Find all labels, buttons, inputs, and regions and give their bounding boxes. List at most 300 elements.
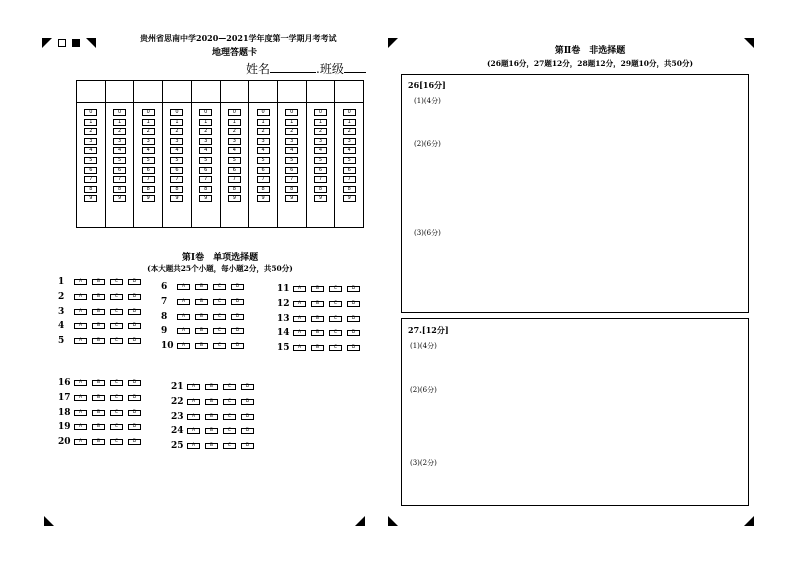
id-digit-bubble[interactable]: 2 (199, 128, 212, 135)
question-number: 1 (58, 277, 65, 287)
answer-option-bubble[interactable]: D (128, 323, 141, 329)
id-digit-bubble[interactable]: 8 (285, 186, 298, 193)
q27-part2: (2)(6分) (410, 386, 437, 394)
answer-option-bubble[interactable]: B (195, 328, 208, 334)
answer-option-bubble[interactable]: B (92, 395, 105, 401)
answer-option-bubble[interactable]: B (92, 424, 105, 430)
question-number: 13 (277, 313, 290, 324)
answer-option-bubble[interactable]: A (74, 395, 87, 401)
id-digit-bubble[interactable]: 9 (314, 195, 327, 202)
answer-option-bubble[interactable]: C (213, 299, 226, 305)
id-digit-bubble[interactable]: 6 (170, 167, 183, 174)
question-number: 6 (161, 282, 168, 292)
id-digit-bubble[interactable]: 3 (228, 138, 241, 145)
id-digit-bubble[interactable]: 7 (113, 176, 126, 183)
answer-option-bubble[interactable]: D (231, 299, 244, 305)
answer-option-bubble[interactable]: B (92, 338, 105, 344)
answer-option-bubble[interactable]: C (223, 443, 236, 449)
id-digit-bubble[interactable]: 2 (170, 128, 183, 135)
answer-option-bubble[interactable]: A (177, 314, 190, 320)
id-digit-bubble[interactable]: 5 (228, 157, 241, 164)
answer-option-bubble[interactable]: C (110, 309, 123, 315)
id-digit-bubble[interactable]: 0 (228, 109, 241, 116)
answer-option-bubble[interactable]: A (187, 414, 200, 420)
id-digit-bubble[interactable]: 9 (199, 195, 212, 202)
question-row (58, 408, 146, 418)
id-digit-bubble[interactable]: 5 (314, 157, 327, 164)
id-digit-bubble[interactable]: 2 (142, 128, 155, 135)
q26-part2: (2)(6分) (414, 140, 441, 148)
id-digit-bubble[interactable]: 5 (199, 157, 212, 164)
id-digit-bubble[interactable]: 7 (257, 176, 270, 183)
answer-option-bubble[interactable]: B (205, 428, 218, 434)
id-digit-bubble[interactable]: 5 (343, 157, 356, 164)
answer-option-bubble[interactable]: C (213, 314, 226, 320)
id-digit-bubble[interactable]: 1 (113, 119, 126, 126)
answer-option-bubble[interactable]: A (187, 384, 200, 390)
id-digit-bubble[interactable]: 8 (199, 186, 212, 193)
answer-option-bubble[interactable]: C (213, 284, 226, 290)
id-digit-bubble[interactable]: 5 (285, 157, 298, 164)
q26-answer-box[interactable] (401, 74, 749, 313)
id-digit-write-box[interactable] (192, 81, 220, 103)
id-digit-bubble[interactable]: 6 (314, 167, 327, 174)
section2-subtitle: (26题16分，27题12分，28题12分，29题10分，共50分) (486, 59, 694, 68)
answer-option-bubble[interactable]: A (293, 330, 306, 336)
id-digit-bubble[interactable]: 7 (199, 176, 212, 183)
section2-title: 第Ⅱ卷 非选择题 (554, 46, 626, 56)
id-digit-write-box[interactable] (221, 81, 249, 103)
id-digit-bubble[interactable]: 0 (170, 109, 183, 116)
answer-option-bubble[interactable]: A (293, 316, 306, 322)
answer-option-bubble[interactable]: D (128, 338, 141, 344)
question-row (277, 343, 365, 353)
q27-part1: (1)(4分) (410, 342, 437, 350)
id-digit-bubble[interactable]: 9 (84, 195, 97, 202)
name-class-line (246, 60, 366, 77)
question-number: 22 (171, 396, 184, 407)
question-number: 18 (58, 407, 71, 418)
id-digit-bubble[interactable]: 3 (142, 138, 155, 145)
answer-option-bubble[interactable]: C (223, 414, 236, 420)
q26-part1: (1)(4分) (414, 97, 441, 105)
id-digit-bubble[interactable]: 1 (228, 119, 241, 126)
answer-option-bubble[interactable]: A (177, 343, 190, 349)
id-digit-bubble[interactable]: 8 (142, 186, 155, 193)
id-digit-bubble[interactable]: 7 (228, 176, 241, 183)
answer-option-bubble[interactable]: A (187, 443, 200, 449)
question-number: 12 (277, 298, 290, 309)
id-digit-bubble[interactable]: 4 (228, 147, 241, 154)
answer-option-bubble[interactable]: D (128, 424, 141, 430)
id-digit-bubble[interactable]: 5 (113, 157, 126, 164)
question-row (58, 393, 146, 403)
question-row (277, 314, 365, 324)
answer-option-bubble[interactable]: A (177, 328, 190, 334)
id-digit-bubble[interactable]: 4 (257, 147, 270, 154)
question-row (277, 284, 365, 294)
filled-square-mark (72, 39, 80, 47)
id-digit-bubble[interactable]: 1 (170, 119, 183, 126)
answer-option-bubble[interactable]: A (74, 424, 87, 430)
q27-part3: (3)(2分) (410, 459, 437, 467)
id-digit-bubble[interactable]: 8 (343, 186, 356, 193)
id-digit-bubble[interactable]: 7 (84, 176, 97, 183)
id-bubble-list (113, 103, 126, 202)
open-square-mark (58, 39, 66, 47)
id-digit-bubble[interactable]: 4 (199, 147, 212, 154)
question-number: 10 (161, 341, 174, 352)
question-number: 25 (171, 441, 184, 452)
question-row (171, 426, 259, 436)
answer-option-bubble[interactable]: B (92, 323, 105, 329)
id-digit-bubble[interactable]: 6 (84, 167, 97, 174)
id-digit-bubble[interactable]: 1 (314, 119, 327, 126)
answer-option-bubble[interactable]: A (74, 279, 87, 285)
answer-option-bubble[interactable]: C (329, 345, 342, 351)
id-digit-bubble[interactable]: 7 (285, 176, 298, 183)
id-digit-bubble[interactable]: 8 (314, 186, 327, 193)
answer-option-bubble[interactable]: C (329, 316, 342, 322)
question-row (58, 307, 146, 317)
id-digit-bubble[interactable]: 4 (170, 147, 183, 154)
id-digit-bubble[interactable]: 6 (228, 167, 241, 174)
answer-option-bubble[interactable]: A (74, 439, 87, 445)
answer-option-bubble[interactable]: B (311, 345, 324, 351)
id-column (163, 81, 192, 227)
answer-option-bubble[interactable]: D (241, 428, 254, 434)
question-row (58, 422, 146, 432)
id-digit-bubble[interactable]: 5 (142, 157, 155, 164)
question-row (171, 441, 259, 451)
section1-title: 第Ⅰ卷 单项选择题 (181, 253, 259, 263)
question-number: 19 (58, 422, 71, 433)
id-digit-bubble[interactable]: 5 (170, 157, 183, 164)
id-digit-bubble[interactable]: 6 (199, 167, 212, 174)
answer-option-bubble[interactable]: D (128, 279, 141, 285)
answer-option-bubble[interactable]: A (187, 399, 200, 405)
answer-option-bubble[interactable]: B (311, 286, 324, 292)
question-row (161, 297, 249, 307)
id-digit-bubble[interactable]: 1 (285, 119, 298, 126)
id-digit-bubble[interactable]: 1 (257, 119, 270, 126)
id-digit-bubble[interactable]: 1 (199, 119, 212, 126)
id-digit-bubble[interactable]: 3 (314, 138, 327, 145)
id-digit-bubble[interactable]: 7 (343, 176, 356, 183)
id-digit-bubble[interactable]: 7 (170, 176, 183, 183)
id-digit-write-box[interactable] (77, 81, 105, 103)
answer-option-bubble[interactable]: A (293, 286, 306, 292)
answer-option-bubble[interactable]: A (293, 345, 306, 351)
question-number: 24 (171, 426, 184, 437)
answer-option-bubble[interactable]: C (329, 301, 342, 307)
id-digit-bubble[interactable]: 3 (257, 138, 270, 145)
question-row (277, 299, 365, 309)
answer-option-bubble[interactable]: A (74, 323, 87, 329)
id-digit-bubble[interactable]: 9 (170, 195, 183, 202)
id-digit-bubble[interactable]: 0 (314, 109, 327, 116)
answer-option-bubble[interactable]: A (74, 410, 87, 416)
question-row (58, 292, 146, 302)
answer-option-bubble[interactable]: C (213, 343, 226, 349)
answer-option-bubble[interactable]: B (195, 299, 208, 305)
answer-option-bubble[interactable]: C (223, 399, 236, 405)
answer-option-bubble[interactable]: D (128, 309, 141, 315)
id-bubble-list (285, 103, 298, 202)
id-digit-bubble[interactable]: 8 (113, 186, 126, 193)
answer-option-bubble[interactable]: B (205, 414, 218, 420)
answer-option-bubble[interactable]: D (128, 294, 141, 300)
id-column (249, 81, 278, 227)
answer-option-bubble[interactable]: C (110, 410, 123, 416)
answer-option-bubble[interactable]: C (213, 328, 226, 334)
answer-option-bubble[interactable]: B (195, 314, 208, 320)
answer-option-bubble[interactable]: B (92, 410, 105, 416)
id-digit-bubble[interactable]: 3 (285, 138, 298, 145)
id-column (278, 81, 307, 227)
corner-mark-top-right (744, 38, 754, 48)
id-digit-bubble[interactable]: 2 (285, 128, 298, 135)
id-digit-bubble[interactable]: 2 (257, 128, 270, 135)
id-digit-write-box[interactable] (134, 81, 162, 103)
answer-option-bubble[interactable]: A (187, 428, 200, 434)
id-bubble-list (228, 103, 241, 202)
answer-option-bubble[interactable]: D (241, 414, 254, 420)
answer-option-bubble[interactable]: D (241, 443, 254, 449)
answer-option-bubble[interactable]: A (74, 380, 87, 386)
answer-option-bubble[interactable]: D (128, 439, 141, 445)
id-digit-bubble[interactable]: 9 (142, 195, 155, 202)
id-digit-bubble[interactable]: 9 (257, 195, 270, 202)
id-bubble-list (314, 103, 327, 202)
id-digit-bubble[interactable]: 4 (142, 147, 155, 154)
question-number: 5 (58, 336, 65, 347)
question-number: 23 (171, 411, 184, 422)
question-row (58, 277, 146, 287)
q26-title: 26[16分] (408, 80, 446, 90)
answer-option-bubble[interactable]: D (128, 410, 141, 416)
answer-option-bubble[interactable]: D (231, 343, 244, 349)
id-column (335, 81, 363, 227)
answer-option-bubble[interactable]: A (74, 309, 87, 315)
answer-option-bubble[interactable]: A (177, 299, 190, 305)
answer-option-bubble[interactable]: D (347, 345, 360, 351)
question-row (171, 412, 259, 422)
answer-option-bubble[interactable]: D (231, 328, 244, 334)
name-field[interactable] (270, 61, 316, 73)
question-number: 8 (161, 311, 168, 322)
id-digit-bubble[interactable]: 1 (84, 119, 97, 126)
id-digit-bubble[interactable]: 4 (285, 147, 298, 154)
question-number: 15 (277, 343, 290, 354)
id-digit-bubble[interactable]: 4 (113, 147, 126, 154)
id-digit-bubble[interactable]: 6 (257, 167, 270, 174)
answer-option-bubble[interactable]: D (347, 286, 360, 292)
question-row (58, 321, 146, 331)
id-digit-bubble[interactable]: 4 (84, 147, 97, 154)
id-digit-bubble[interactable]: 0 (142, 109, 155, 116)
id-column (192, 81, 221, 227)
id-digit-bubble[interactable]: 6 (113, 167, 126, 174)
answer-option-bubble[interactable]: A (74, 338, 87, 344)
answer-option-bubble[interactable]: C (223, 428, 236, 434)
answer-option-bubble[interactable]: C (110, 380, 123, 386)
corner-mark-bottom-right (744, 516, 754, 526)
id-digit-bubble[interactable]: 2 (84, 128, 97, 135)
answer-option-bubble[interactable]: D (241, 399, 254, 405)
corner-mark-top-left (42, 38, 52, 48)
answer-option-bubble[interactable]: C (110, 323, 123, 329)
answer-option-bubble[interactable]: C (110, 439, 123, 445)
id-digit-bubble[interactable]: 3 (84, 138, 97, 145)
question-number: 20 (58, 437, 71, 448)
id-digit-bubble[interactable]: 7 (142, 176, 155, 183)
id-digit-bubble[interactable]: 3 (170, 138, 183, 145)
corner-mark-bottom-middle-left (355, 516, 365, 526)
answer-option-bubble[interactable]: C (329, 330, 342, 336)
answer-option-bubble[interactable]: D (347, 316, 360, 322)
question-number: 2 (58, 291, 65, 302)
answer-option-bubble[interactable]: B (92, 309, 105, 315)
answer-option-bubble[interactable]: D (347, 330, 360, 336)
id-digit-bubble[interactable]: 5 (84, 157, 97, 164)
id-digit-bubble[interactable]: 3 (199, 138, 212, 145)
id-digit-bubble[interactable]: 4 (343, 147, 356, 154)
q26-part3: (3)(6分) (414, 229, 441, 237)
answer-option-bubble[interactable]: D (231, 284, 244, 290)
question-number: 17 (58, 392, 71, 403)
corner-mark-bottom-middle-right (388, 516, 398, 526)
id-digit-bubble[interactable]: 6 (343, 167, 356, 174)
id-digit-bubble[interactable]: 2 (314, 128, 327, 135)
question-row (161, 341, 249, 351)
id-digit-write-box[interactable] (249, 81, 277, 103)
answer-option-bubble[interactable]: B (92, 439, 105, 445)
class-field[interactable] (344, 61, 366, 73)
id-digit-bubble[interactable]: 0 (199, 109, 212, 116)
id-digit-write-box[interactable] (163, 81, 191, 103)
answer-option-bubble[interactable]: C (223, 384, 236, 390)
id-digit-bubble[interactable]: 2 (343, 128, 356, 135)
name-label: 姓名 (246, 62, 271, 76)
id-digit-bubble[interactable]: 2 (228, 128, 241, 135)
answer-option-bubble[interactable]: B (311, 316, 324, 322)
answer-option-bubble[interactable]: B (205, 399, 218, 405)
corner-mark-top-middle (388, 38, 398, 48)
id-bubble-list (257, 103, 270, 202)
id-digit-bubble[interactable]: 9 (113, 195, 126, 202)
id-digit-bubble[interactable]: 8 (257, 186, 270, 193)
question-number: 9 (161, 326, 168, 337)
card-title: 地理答题卡 (212, 48, 258, 58)
answer-option-bubble[interactable]: C (110, 294, 123, 300)
answer-option-bubble[interactable]: C (329, 286, 342, 292)
answer-option-bubble[interactable]: B (92, 380, 105, 386)
id-digit-bubble[interactable]: 8 (228, 186, 241, 193)
question-number: 16 (58, 378, 71, 388)
question-row (161, 312, 249, 322)
student-id-grid (76, 80, 364, 228)
answer-option-bubble[interactable]: D (128, 380, 141, 386)
answer-option-bubble[interactable]: D (347, 301, 360, 307)
id-digit-bubble[interactable]: 0 (285, 109, 298, 116)
answer-option-bubble[interactable]: B (205, 443, 218, 449)
id-column (221, 81, 250, 227)
answer-option-bubble[interactable]: C (110, 279, 123, 285)
answer-option-bubble[interactable]: B (205, 384, 218, 390)
id-digit-bubble[interactable]: 3 (343, 138, 356, 145)
id-digit-bubble[interactable]: 1 (142, 119, 155, 126)
id-digit-write-box[interactable] (335, 81, 363, 103)
id-column (106, 81, 135, 227)
answer-option-bubble[interactable]: B (92, 294, 105, 300)
id-bubble-list (343, 103, 356, 202)
id-column (134, 81, 163, 227)
id-digit-bubble[interactable]: 5 (257, 157, 270, 164)
q27-answer-box[interactable] (401, 318, 749, 506)
answer-option-bubble[interactable]: B (195, 343, 208, 349)
answer-option-bubble[interactable]: D (241, 384, 254, 390)
id-digit-write-box[interactable] (106, 81, 134, 103)
question-number: 21 (171, 382, 184, 392)
answer-option-bubble[interactable]: D (231, 314, 244, 320)
answer-option-bubble[interactable]: B (311, 301, 324, 307)
answer-option-bubble[interactable]: C (110, 338, 123, 344)
answer-option-bubble[interactable]: B (311, 330, 324, 336)
question-number: 14 (277, 328, 290, 339)
school-exam-title: 贵州省思南中学2020—2021学年度第一学期月考考试 (140, 33, 337, 43)
answer-option-bubble[interactable]: B (92, 279, 105, 285)
question-row (161, 282, 249, 292)
id-digit-bubble[interactable]: 7 (314, 176, 327, 183)
answer-option-bubble[interactable]: C (110, 424, 123, 430)
section1-subtitle: (本大题共25个小题，每小题2分，共50分) (147, 264, 293, 273)
answer-option-bubble[interactable]: A (293, 301, 306, 307)
id-digit-bubble[interactable]: 0 (113, 109, 126, 116)
id-digit-bubble[interactable]: 0 (84, 109, 97, 116)
id-digit-bubble[interactable]: 9 (228, 195, 241, 202)
id-digit-write-box[interactable] (278, 81, 306, 103)
id-digit-bubble[interactable]: 9 (343, 195, 356, 202)
answer-option-bubble[interactable]: C (110, 395, 123, 401)
id-digit-bubble[interactable]: 6 (142, 167, 155, 174)
answer-option-bubble[interactable]: D (128, 395, 141, 401)
question-number: 7 (161, 296, 168, 307)
id-digit-bubble[interactable]: 3 (113, 138, 126, 145)
id-digit-bubble[interactable]: 1 (343, 119, 356, 126)
id-column (307, 81, 336, 227)
q27-title: 27.[12分] (408, 325, 449, 335)
answer-option-bubble[interactable]: B (195, 284, 208, 290)
answer-option-bubble[interactable]: A (74, 294, 87, 300)
id-digit-bubble[interactable]: 8 (84, 186, 97, 193)
id-digit-bubble[interactable]: 0 (257, 109, 270, 116)
corner-mark-bottom-left (44, 516, 54, 526)
answer-option-bubble[interactable]: A (177, 284, 190, 290)
id-digit-bubble[interactable]: 8 (170, 186, 183, 193)
question-row (58, 437, 146, 447)
id-digit-bubble[interactable]: 2 (113, 128, 126, 135)
question-row (58, 336, 146, 346)
id-digit-bubble[interactable]: 6 (285, 167, 298, 174)
id-digit-bubble[interactable]: 0 (343, 109, 356, 116)
id-bubble-list (84, 103, 97, 202)
id-digit-write-box[interactable] (307, 81, 335, 103)
id-bubble-list (199, 103, 212, 202)
id-column (77, 81, 106, 227)
id-digit-bubble[interactable]: 4 (314, 147, 327, 154)
id-digit-bubble[interactable]: 9 (285, 195, 298, 202)
